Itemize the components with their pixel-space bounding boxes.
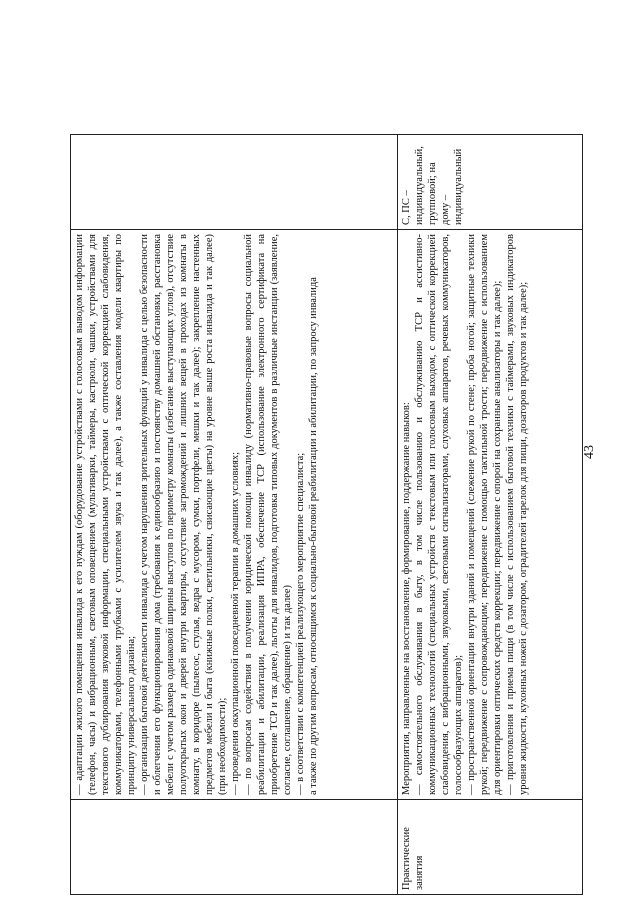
rotated-table-sheet	[70, 135, 580, 895]
page-number: 43	[582, 445, 597, 459]
paragraph: — приготовления и приема пищи (в том числе с использованием бытовой техники с таймерами, звуковых индикаторов уровня жидкости, кухонных ножей с дозатором, оградителей тарелок для пищи, дозаторов продуктов и так далее);	[505, 234, 529, 795]
paragraph: — в соответствии с компетенцией реализующего мероприятие специалиста;	[295, 452, 306, 795]
paragraph: — организации бытовой деятельности инвалида с учетом нарушения зрительных функций у инвалида с целью безопасности и облегчения его функционирования дома (требования к единообразию и постоянству домашней обстановки, расстановка мебели с учетом размера одинаковой ширины выступов по периметру комнаты (избегание выступающих углов), отсутствие полуоткрытых окон и дверей внутри квартиры, отсутствие загромождений и лишних вещей в проходах из комнаты в комнату, в коридоре (пылесос, стулья, ведра с мусором, сумки, портфели, мешки и так далее); закрепление настенных предметов мебели и быта (книжные полки, светильники, свисающие цветы) на уровне выше роста инвалида и так далее) (при необходимости);	[139, 234, 228, 795]
paragraph: — самостоятельного обслуживания в быту, в том числе пользованию и обслуживанию ТСР и ассистивно-коммуникационных технологий (специальных устройств с текстовым или голосовым выходом, с оптической коррекцией слабовидения, с вибрационными, звуковыми, световыми сигнализаторами, слуховых аппаратов, речевых коммуникаторов, голосообразующих аппаратов);	[414, 234, 464, 795]
form-cell: С, ПС – индивидуальный, групповой; на дому – индивидуальный	[398, 135, 583, 230]
paragraph: Мероприятия, направленные на восстановление, формирование, поддержание навыков:	[401, 402, 412, 795]
table-row	[71, 135, 398, 895]
activity-cell: Практические занятия	[398, 800, 583, 895]
paragraph: — по вопросам содействия в получении юридической помощи инвалиду (нормативно-правовые вопросы социальной реабилитации и абилитации, реализация ИПРА, обеспечение ТСР (использование электронного сертификата на приобретение ТСР и так далее), льготы для инвалидов, подготовка типовых документов в различные инстанции (заявление, согласие, соглашение, обращение) и так далее)	[243, 234, 293, 795]
content-cell	[398, 230, 583, 800]
paragraph: а также по другим вопросам, относящимся к социально-бытовой реабилитации и абилитации, по запросу инвалида	[308, 277, 319, 795]
paragraph: — адаптации жилого помещения инвалида к его нуждам (оборудование устройствами с голосовым выводом информации (телефон, часы) и вибрационным, световым оповещением (мультиварки, таймеры, кастрюли, чашки, устройствами для текстового дублирования звуковой информации, специальными устройствами с оптической коррекцией слабовидения, коммуникаторами, телефонными трубками с усилителем звука и так далее), а также составления модели квартиры по принципу универсального дизайна;	[74, 234, 137, 795]
paragraph: — пространственной ориентации внутри зданий и помещений (слежение рукой по стене; проба ногой; защитные техники рукой; передвижение с сопровождающим; передвижение с помощью тактильной трости; передвижение с использованием для ориентировки оптических средств коррекции; передвижение с опорой на сохранные анализаторы и так далее);	[466, 234, 503, 795]
rehabilitation-table	[70, 134, 583, 895]
form-cell	[71, 135, 398, 230]
content-cell	[71, 230, 398, 800]
paragraph: — проведения оккупационной повседневной терапии в домашних условиях;	[230, 451, 241, 795]
activity-cell	[71, 800, 398, 895]
table-row	[398, 135, 583, 895]
